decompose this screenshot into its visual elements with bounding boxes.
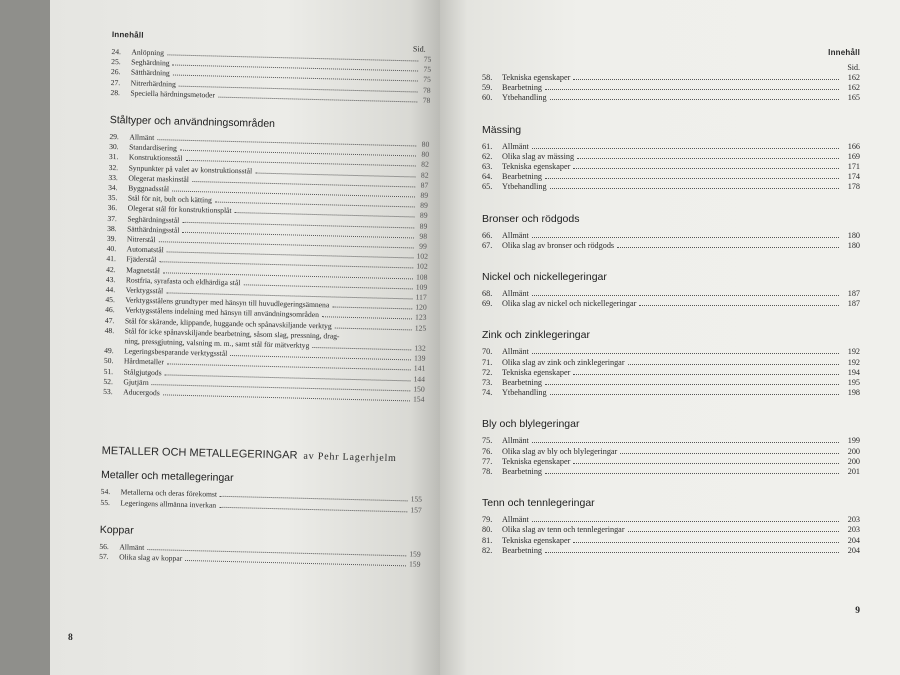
right-sid-label: Sid. bbox=[847, 63, 860, 72]
toc-entry-title: Stål för skärande, klippande, huggande och spånavskiljande verktyg bbox=[124, 316, 332, 331]
toc-dot-leader bbox=[532, 436, 839, 443]
toc-entry-number: 81. bbox=[482, 535, 493, 545]
toc-entry-title: Stålgjutgods bbox=[123, 367, 162, 378]
toc-entry-title: Gjutjärn bbox=[123, 377, 149, 387]
toc-entry-page: 180 bbox=[847, 230, 860, 240]
toc-entry bbox=[482, 299, 860, 309]
toc-entry-number: 39. bbox=[106, 233, 117, 244]
toc-entry-number: 70. bbox=[482, 347, 493, 357]
toc-dot-leader bbox=[532, 142, 839, 149]
toc-entry-number: 26. bbox=[110, 67, 121, 77]
toc-entry bbox=[482, 467, 860, 477]
toc-entry bbox=[482, 73, 860, 83]
toc-entry-title: Sätthärdning bbox=[130, 67, 170, 78]
toc-entry-number: 29. bbox=[109, 131, 120, 142]
toc-entry-page: 89 bbox=[420, 190, 429, 200]
section-title: Bly och blylegeringar bbox=[482, 418, 580, 431]
staltyper-toc bbox=[103, 132, 429, 405]
toc-entry-title: Stål för icke spånavskiljande bearbetning, såsom slag, pressning, drag- bbox=[124, 326, 340, 341]
toc-dot-leader bbox=[545, 378, 839, 385]
toc-entry-number: 80. bbox=[482, 525, 493, 535]
toc-dot-leader bbox=[628, 358, 839, 365]
toc-entry-number: 45. bbox=[105, 295, 116, 305]
toc-entry-number: 28. bbox=[110, 87, 121, 98]
toc-entry-page: 154 bbox=[412, 394, 425, 404]
toc-entry-number: 64. bbox=[482, 172, 493, 182]
toc-entry-page: 166 bbox=[847, 141, 860, 151]
toc-entry-title: Synpunkter på valet av konstruktionsstål bbox=[128, 163, 253, 176]
toc-entry-page: 98 bbox=[419, 231, 428, 241]
koppar-toc bbox=[99, 542, 419, 570]
toc-entry-title: Sätthärdningsstål bbox=[127, 224, 180, 235]
toc-entry bbox=[482, 368, 860, 378]
toc-entry-number: 31. bbox=[108, 152, 119, 162]
toc-entry-number: 77. bbox=[482, 456, 493, 466]
toc-dot-leader bbox=[532, 515, 839, 522]
toc-entry-number: 75. bbox=[482, 436, 493, 446]
toc-entry-page: 203 bbox=[847, 525, 860, 535]
toc-entry-page: 200 bbox=[847, 446, 860, 456]
toc-entry-page: 75 bbox=[423, 75, 431, 85]
section-toc bbox=[482, 436, 860, 477]
part-author: av Pehr Lagerhjelm bbox=[303, 451, 397, 465]
toc-entry-page: 102 bbox=[416, 251, 429, 262]
toc-entry-number: 68. bbox=[482, 289, 493, 299]
toc-entry-number: 76. bbox=[482, 446, 493, 456]
toc-entry-title: Tekniska egenskaper bbox=[502, 73, 571, 82]
toc-entry-title: Automatstål bbox=[126, 244, 164, 255]
toc-entry bbox=[482, 231, 860, 241]
toc-entry bbox=[482, 93, 860, 103]
toc-entry-page: 89 bbox=[420, 200, 428, 211]
toc-entry-title: Olika slag av bronser och rödgods bbox=[502, 240, 615, 250]
left-top-toc bbox=[110, 47, 431, 106]
right-sections bbox=[482, 124, 860, 556]
toc-entry-page: 195 bbox=[847, 378, 860, 388]
toc-dot-leader bbox=[532, 347, 839, 354]
toc-entry-title-continuation: ning, pressgjutning, valsning m. m., samt stål för mätverktyg bbox=[124, 336, 310, 350]
toc-entry-title: Nitrerstål bbox=[126, 234, 156, 245]
toc-entry bbox=[482, 388, 860, 398]
toc-dot-leader bbox=[545, 467, 839, 474]
toc-entry-page: 174 bbox=[847, 172, 860, 182]
toc-entry-page: 87 bbox=[420, 180, 429, 190]
toc-entry-number: 57. bbox=[99, 551, 109, 561]
toc-entry-title: Seghärdning bbox=[131, 57, 170, 68]
toc-entry-page: 108 bbox=[415, 272, 428, 282]
toc-dot-leader bbox=[545, 83, 839, 90]
toc-dot-leader bbox=[550, 182, 839, 189]
section-title: Nickel och nickellegeringar bbox=[482, 271, 607, 284]
toc-entry-number: 41. bbox=[106, 254, 117, 264]
toc-dot-leader bbox=[620, 447, 839, 454]
toc-entry bbox=[482, 172, 860, 182]
toc-entry-page: 169 bbox=[847, 151, 860, 161]
toc-entry-number: 44. bbox=[105, 284, 116, 295]
toc-entry-page: 82 bbox=[421, 160, 429, 170]
toc-entry-page: 78 bbox=[422, 95, 431, 105]
toc-entry-number: 37. bbox=[107, 213, 118, 223]
toc-dot-leader bbox=[573, 457, 839, 464]
toc-entry-number: 51. bbox=[103, 366, 114, 376]
toc-dot-leader bbox=[532, 289, 839, 296]
toc-entry-number: 56. bbox=[99, 541, 109, 551]
toc-dot-leader bbox=[573, 73, 839, 80]
toc-entry-page: 201 bbox=[847, 467, 860, 477]
toc-entry-number: 73. bbox=[482, 378, 493, 388]
toc-entry-number: 52. bbox=[103, 376, 114, 387]
left-sid-label: Sid. bbox=[412, 44, 426, 54]
toc-entry-page: 78 bbox=[422, 85, 431, 95]
toc-entry-number: 63. bbox=[482, 162, 493, 172]
toc-entry-title: Bearbetning bbox=[502, 467, 543, 477]
toc-entry-title: Allmänt bbox=[502, 347, 529, 357]
toc-entry-number: 65. bbox=[482, 182, 493, 192]
part-title bbox=[102, 445, 422, 465]
toc-dot-leader bbox=[312, 341, 411, 350]
toc-entry bbox=[482, 536, 860, 546]
toc-entry-title: Allmänt bbox=[502, 436, 529, 446]
toc-entry-page: 194 bbox=[847, 367, 860, 377]
section-title-staltyper: Ståltyper och användningsområden bbox=[109, 113, 276, 131]
toc-entry-page: 204 bbox=[847, 545, 860, 555]
left-page bbox=[50, 0, 442, 675]
toc-entry-number: 32. bbox=[108, 162, 119, 172]
toc-dot-leader bbox=[617, 241, 839, 248]
section-toc bbox=[482, 142, 860, 193]
toc-entry-page: 155 bbox=[410, 494, 423, 505]
toc-entry-number: 67. bbox=[482, 240, 493, 250]
toc-entry-page: 123 bbox=[414, 312, 427, 323]
toc-entry-title: Olika slag av bly och blylegeringar bbox=[502, 446, 618, 456]
toc-entry-title: Legeringsbesparande verktygsstål bbox=[124, 346, 228, 359]
section-toc bbox=[482, 289, 860, 309]
toc-entry-number: 25. bbox=[111, 57, 121, 67]
toc-entry-title: Bearbetning bbox=[502, 545, 543, 555]
toc-entry-number: 82. bbox=[482, 545, 493, 555]
toc-entry-title: Olegerat maskinstål bbox=[128, 173, 190, 184]
right-top-toc bbox=[482, 73, 860, 104]
toc-entry-page: 180 bbox=[847, 240, 860, 250]
toc-entry-number: 35. bbox=[107, 193, 118, 203]
toc-entry-number: 54. bbox=[100, 487, 111, 497]
toc-entry-title: Seghärdningsstål bbox=[127, 214, 180, 225]
toc-entry-title: Standardisering bbox=[129, 142, 177, 153]
toc-entry-title: Ytbehandling bbox=[502, 388, 547, 398]
toc-dot-leader bbox=[545, 546, 839, 553]
toc-dot-leader bbox=[639, 299, 839, 306]
toc-entry-page: 200 bbox=[847, 456, 860, 466]
left-page-content bbox=[99, 30, 432, 570]
toc-entry-title: Verktygsstålens grundtyper med hänsyn till huvudlegeringsämnena bbox=[125, 295, 330, 310]
toc-entry bbox=[482, 378, 860, 388]
section-toc bbox=[482, 515, 860, 556]
toc-dot-leader bbox=[573, 536, 839, 543]
toc-entry-title: Magnetstål bbox=[126, 265, 161, 275]
toc-entry-title: Olika slag av zink och zinklegeringar bbox=[502, 357, 625, 367]
toc-entry-title: Tekniska egenskaper bbox=[502, 367, 571, 377]
toc-entry-title: Allmänt bbox=[502, 515, 529, 525]
toc-entry-page: 203 bbox=[847, 515, 860, 525]
toc-entry-page: 192 bbox=[847, 347, 860, 357]
toc-entry-page: 159 bbox=[409, 549, 421, 559]
toc-entry bbox=[482, 182, 860, 192]
toc-entry-number: 53. bbox=[103, 386, 113, 397]
toc-entry-number: 34. bbox=[108, 182, 118, 193]
toc-dot-leader bbox=[532, 231, 839, 238]
toc-entry bbox=[482, 83, 860, 93]
toc-entry bbox=[482, 358, 860, 368]
toc-entry-title: Bearbetning bbox=[502, 83, 543, 93]
toc-entry-page: 80 bbox=[421, 139, 430, 149]
section-title: Zink och zinklegeringar bbox=[482, 329, 590, 342]
toc-entry-number: 36. bbox=[107, 203, 118, 213]
toc-entry-page: 157 bbox=[410, 504, 422, 515]
toc-entry-title: Allmänt bbox=[129, 132, 155, 143]
toc-entry-title: Bearbetning bbox=[502, 172, 543, 182]
toc-entry-number: 46. bbox=[105, 305, 115, 315]
toc-entry-title: Metallerna och deras förekomst bbox=[120, 487, 218, 500]
toc-entry-page: 80 bbox=[421, 149, 430, 160]
toc-entry-page: 159 bbox=[408, 559, 421, 569]
toc-entry bbox=[482, 142, 860, 152]
toc-entry-page: 120 bbox=[415, 302, 427, 313]
toc-entry-number: 66. bbox=[482, 230, 493, 240]
toc-entry-title: Allmänt bbox=[502, 289, 529, 299]
toc-entry-number: 69. bbox=[482, 299, 493, 309]
toc-entry bbox=[482, 447, 860, 457]
toc-entry-number: 24. bbox=[111, 46, 122, 57]
right-page-number: 9 bbox=[855, 606, 860, 616]
toc-entry-title: Verktygsstålens indelning med hänsyn till användningsområden bbox=[125, 305, 320, 320]
toc-entry-page: 187 bbox=[847, 299, 860, 309]
toc-entry bbox=[482, 347, 860, 357]
toc-entry-title: Ytbehandling bbox=[502, 182, 547, 192]
toc-dot-leader bbox=[577, 152, 839, 159]
toc-entry-number: 62. bbox=[482, 151, 493, 161]
toc-entry-number: 38. bbox=[107, 223, 117, 234]
toc-entry-number: 48. bbox=[104, 325, 115, 336]
section-toc bbox=[482, 231, 860, 251]
toc-entry-page: 75 bbox=[423, 64, 432, 75]
toc-entry-page: 139 bbox=[413, 353, 426, 364]
toc-entry-page: 99 bbox=[419, 241, 427, 251]
toc-entry-number: 78. bbox=[482, 467, 493, 477]
right-page bbox=[440, 0, 900, 675]
toc-entry bbox=[482, 436, 860, 446]
toc-entry-page: 117 bbox=[415, 292, 427, 302]
toc-entry-page: 162 bbox=[847, 73, 860, 82]
toc-entry bbox=[482, 289, 860, 299]
toc-entry-number: 33. bbox=[108, 172, 119, 183]
metaller-toc bbox=[100, 487, 423, 515]
toc-entry-page: 198 bbox=[847, 388, 860, 398]
toc-entry-number: 27. bbox=[110, 77, 121, 87]
toc-entry-page: 102 bbox=[416, 261, 428, 272]
toc-entry-title: Stål för nit, bult och kätting bbox=[127, 193, 212, 205]
toc-entry-title: Allmänt bbox=[119, 542, 145, 552]
toc-entry-page: 178 bbox=[847, 182, 860, 192]
toc-dot-leader bbox=[573, 368, 839, 375]
toc-entry-number: 30. bbox=[109, 142, 119, 152]
toc-entry-page: 187 bbox=[847, 289, 860, 299]
section-toc bbox=[482, 347, 860, 398]
toc-entry bbox=[482, 162, 860, 172]
section-title-metaller: Metaller och metallegeringar bbox=[100, 469, 234, 485]
section-title: Bronser och rödgods bbox=[482, 212, 580, 225]
section-title: Tenn och tennlegeringar bbox=[482, 497, 595, 510]
toc-entry-title: Fjäderstål bbox=[126, 254, 157, 265]
toc-entry bbox=[482, 525, 860, 535]
toc-entry-title: Byggnadsstål bbox=[128, 183, 170, 194]
toc-entry-page: 132 bbox=[414, 343, 426, 353]
toc-entry-number: 50. bbox=[103, 356, 114, 366]
section-title-koppar: Koppar bbox=[99, 523, 134, 537]
left-running-head: Innehåll bbox=[111, 30, 144, 40]
toc-entry-number: 60. bbox=[482, 93, 493, 103]
toc-entry-page: 75 bbox=[423, 54, 432, 64]
toc-entry-page: 165 bbox=[847, 93, 860, 103]
toc-entry-number: 72. bbox=[482, 367, 493, 377]
toc-entry-number: 47. bbox=[104, 315, 115, 325]
toc-entry-title: Olika slag av nickel och nickellegeringar bbox=[502, 299, 637, 309]
toc-entry bbox=[482, 241, 860, 251]
toc-entry bbox=[482, 515, 860, 525]
toc-entry-number: 55. bbox=[100, 497, 111, 507]
toc-dot-leader bbox=[628, 525, 839, 532]
part-title-text: METALLER OCH METALLEGERINGAR bbox=[101, 445, 298, 462]
section-title: Mässing bbox=[482, 123, 522, 136]
toc-entry-page: 125 bbox=[414, 323, 427, 333]
toc-entry-title: Nitrerhärdning bbox=[130, 78, 176, 89]
toc-entry-title: Legeringens allmänna inverkan bbox=[120, 497, 217, 510]
toc-entry-title: Konstruktionsstål bbox=[128, 152, 183, 164]
toc-entry-number: 42. bbox=[106, 264, 116, 274]
toc-dot-leader bbox=[550, 388, 839, 395]
toc-entry bbox=[482, 457, 860, 467]
toc-entry-number: 40. bbox=[106, 244, 117, 254]
toc-entry-title: Speciella härdningsmetoder bbox=[130, 88, 216, 100]
toc-entry-page: 171 bbox=[847, 162, 860, 172]
toc-entry-title: Ytbehandling bbox=[502, 93, 547, 103]
toc-entry-number: 79. bbox=[482, 515, 493, 525]
toc-entry-title: Allmänt bbox=[502, 230, 529, 240]
toc-entry-title: Anlöpning bbox=[131, 47, 165, 58]
toc-entry-title: Tekniska egenskaper bbox=[502, 456, 571, 466]
toc-entry-title: Olika slag av mässing bbox=[502, 151, 575, 161]
toc-entry-title: Olika slag av koppar bbox=[119, 552, 183, 563]
toc-entry-title: Tekniska egenskaper bbox=[502, 162, 571, 172]
toc-entry-page: 89 bbox=[419, 221, 428, 231]
toc-entry-page: 144 bbox=[413, 374, 426, 384]
toc-entry bbox=[482, 546, 860, 556]
toc-entry-page: 89 bbox=[419, 211, 428, 221]
toc-entry-title: Bearbetning bbox=[502, 378, 543, 388]
toc-entry-page: 199 bbox=[847, 436, 860, 446]
toc-entry-title: Aducergods bbox=[123, 387, 160, 398]
toc-entry-page: 109 bbox=[415, 282, 428, 292]
toc-dot-leader bbox=[322, 311, 412, 320]
toc-entry-page: 192 bbox=[847, 357, 860, 367]
toc-dot-leader bbox=[550, 93, 839, 100]
toc-entry-number: 49. bbox=[104, 346, 114, 356]
toc-entry-number: 59. bbox=[482, 83, 493, 93]
toc-dot-leader bbox=[573, 162, 839, 169]
toc-entry-title: Hårdmetaller bbox=[123, 356, 165, 367]
toc-entry-title: Tekniska egenskaper bbox=[502, 535, 571, 545]
toc-entry-number: 61. bbox=[482, 141, 493, 151]
toc-dot-leader bbox=[332, 301, 412, 310]
toc-entry-page: 150 bbox=[413, 384, 425, 394]
toc-entry-page: 141 bbox=[413, 363, 426, 374]
toc-entry-number: 71. bbox=[482, 357, 493, 367]
toc-dot-leader bbox=[335, 321, 412, 330]
toc-entry-title: Verktygsstål bbox=[125, 285, 164, 296]
toc-entry-number: 58. bbox=[482, 73, 493, 82]
toc-entry-title: Olegerat stål för konstruktionsplåt bbox=[127, 203, 232, 216]
toc-dot-leader bbox=[220, 490, 408, 502]
toc-entry-page: 82 bbox=[420, 170, 429, 180]
toc-entry-page: 204 bbox=[847, 535, 860, 545]
left-page-number: 8 bbox=[68, 633, 73, 643]
toc-dot-leader bbox=[545, 172, 839, 179]
toc-entry-title: Olika slag av tenn och tennlegeringar bbox=[502, 525, 625, 535]
toc-entry-title: Rostfria, syrafasta och eldhärdiga stål bbox=[125, 275, 241, 288]
toc-entry bbox=[482, 152, 860, 162]
toc-entry-number: 74. bbox=[482, 388, 493, 398]
right-running-head: Innehåll bbox=[828, 48, 860, 57]
toc-entry-title: Allmänt bbox=[502, 141, 529, 151]
toc-entry-number: 43. bbox=[105, 274, 116, 285]
toc-entry-page: 162 bbox=[847, 83, 860, 93]
